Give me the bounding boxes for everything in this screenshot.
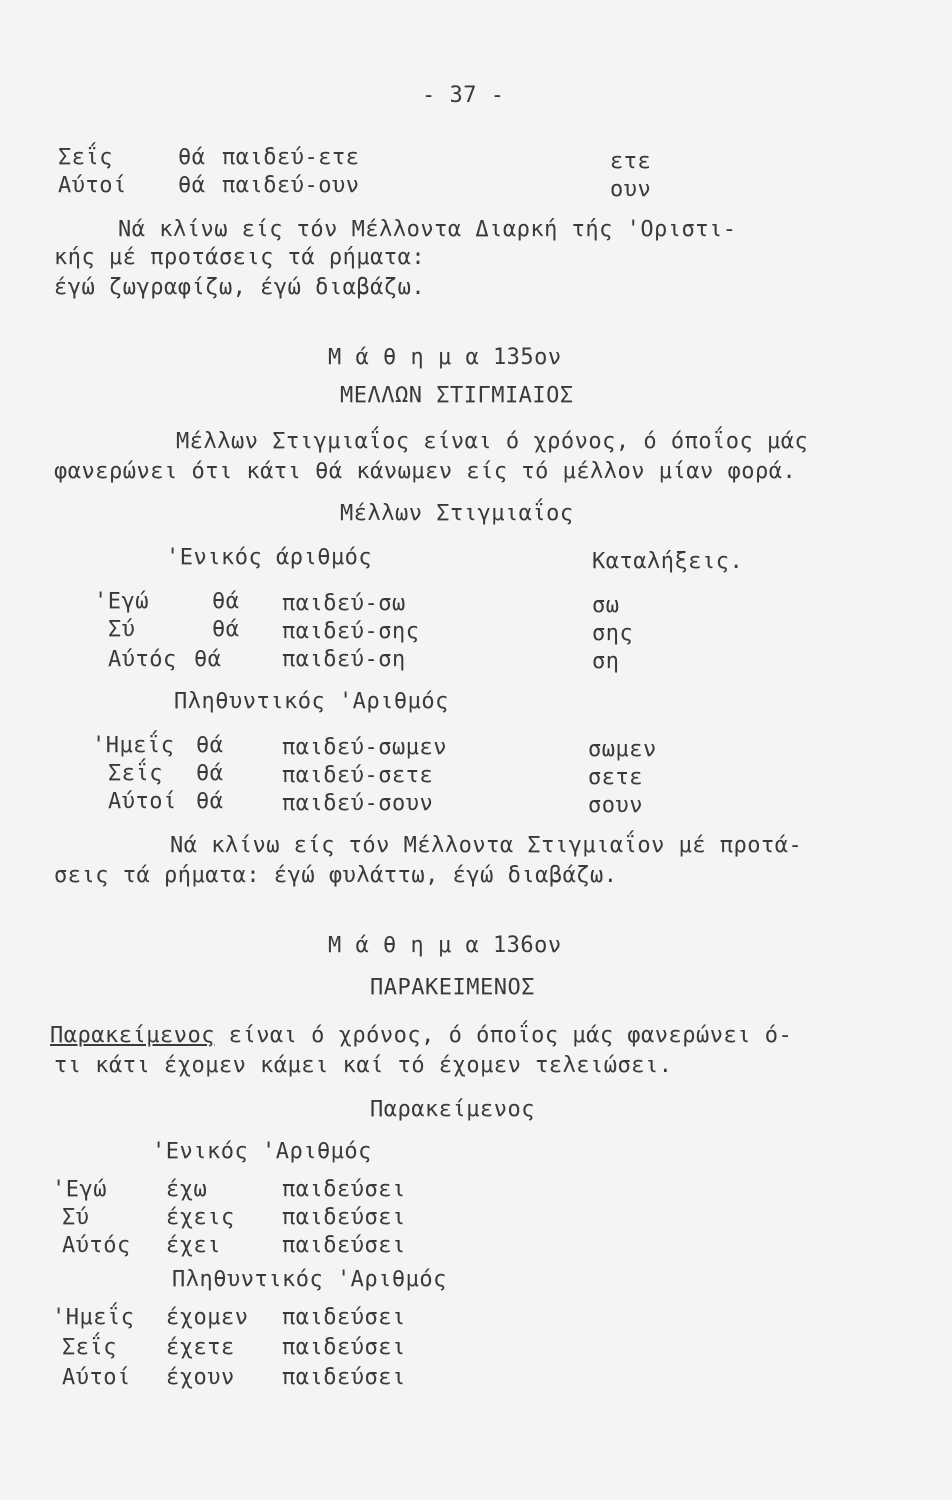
definition-text: είναι ό χρόνος, ό όποΐος μάς φανερώνει ό- <box>214 1023 793 1048</box>
verb-form: παιδεύ-σω <box>282 591 406 616</box>
pronoun: Αύτοί <box>58 173 127 198</box>
pronoun: Αύτοί <box>62 1365 131 1390</box>
singular-label: 'Ενικός 'Αριθμός <box>152 1139 372 1164</box>
lesson-heading: Μ ά θ η μ α 135ον <box>328 345 562 370</box>
lesson-title: ΠΑΡΑΚΕΙΜΕΝΟΣ <box>370 975 535 1000</box>
verb-form: παιδεύ-σουν <box>282 791 434 816</box>
ending: σης <box>592 621 634 646</box>
verb-form: παιδεύ-ουν <box>222 173 360 198</box>
verb-form: παιδεύσει <box>282 1233 406 1258</box>
ending: σετε <box>588 765 643 790</box>
ending: σω <box>592 593 620 618</box>
plural-label: Πληθυντικός 'Αριθμός <box>172 1267 447 1292</box>
auxiliary-verb: έχουν <box>166 1365 235 1390</box>
exercise-line: κής μέ προτάσεις τά ρήματα: <box>54 245 426 270</box>
page-number: - 37 - <box>422 83 505 108</box>
particle: θά <box>196 789 224 814</box>
pronoun: Αύτός <box>62 1233 131 1258</box>
pronoun: 'Εγώ <box>94 589 149 614</box>
verb-form: παιδεύ-ετε <box>222 145 360 170</box>
ending: σουν <box>588 793 643 818</box>
particle: θά <box>196 761 224 786</box>
exercise-line: έγώ ζωγραφίζω, έγώ διαβάζω. <box>54 275 426 300</box>
pronoun: Σύ <box>108 617 136 642</box>
verb-form: παιδεύσει <box>282 1335 406 1360</box>
definition-line <box>50 1022 792 1050</box>
pronoun: Σεΐς <box>108 761 163 786</box>
verb-form: παιδεύ-σης <box>282 619 420 644</box>
ending: ση <box>592 649 620 674</box>
auxiliary-verb: έχετε <box>166 1335 235 1360</box>
plural-label: Πληθυντικός 'Αριθμός <box>174 689 449 714</box>
lesson-title: ΜΕΛΛΩΝ ΣΤΙΓΜΙΑΙΟΣ <box>340 383 574 408</box>
verb-form: παιδεύσει <box>282 1177 406 1202</box>
particle: θά <box>212 589 240 614</box>
singular-label: 'Ενικός άριθμός <box>166 545 373 570</box>
verb-form: παιδεύσει <box>282 1305 406 1330</box>
pronoun: Σεΐς <box>62 1335 117 1360</box>
particle: θά <box>194 647 222 672</box>
definition-line: Μέλλων Στιγμιαΐος είναι ό χρόνος, ό όποΐος μάς <box>176 429 809 454</box>
exercise-line: σεις τά ρήματα: έγώ φυλάττω, έγώ διαβάζω. <box>54 863 618 888</box>
auxiliary-verb: έχεις <box>166 1205 235 1230</box>
pronoun: Αύτός <box>108 647 177 672</box>
table-title: Παρακείμενος <box>370 1097 535 1122</box>
definition-line: φανερώνει ότι κάτι θά κάνωμεν είς τό μέλλον μίαν φορά. <box>54 459 797 484</box>
verb-form: παιδεύ-ση <box>282 647 406 672</box>
endings-label: Καταλήξεις. <box>592 549 744 574</box>
verb-form: παιδεύσει <box>282 1205 406 1230</box>
particle: θά <box>178 145 206 170</box>
particle: θά <box>178 173 206 198</box>
ending: ετε <box>610 149 652 174</box>
auxiliary-verb: έχομεν <box>166 1305 249 1330</box>
exercise-line: Νά κλίνω είς τόν Μέλλοντα Διαρκή τής 'Οριστι- <box>118 217 737 242</box>
verb-form: παιδεύ-σετε <box>282 763 434 788</box>
definition-line: τι κάτι έχομεν κάμει καί τό έχομεν τελειώσει. <box>54 1053 673 1078</box>
pronoun: Σεΐς <box>58 145 113 170</box>
particle: θά <box>212 617 240 642</box>
pronoun: 'Ημεΐς <box>92 733 175 758</box>
lesson-heading: Μ ά θ η μ α 136ον <box>328 933 562 958</box>
table-title: Μέλλων Στιγμιαΐος <box>340 501 574 526</box>
ending: σωμεν <box>588 737 657 762</box>
auxiliary-verb: έχω <box>166 1177 208 1202</box>
pronoun: 'Εγώ <box>52 1177 107 1202</box>
defined-term: Παρακείμενος <box>50 1023 215 1048</box>
auxiliary-verb: έχει <box>166 1233 221 1258</box>
pronoun: 'Ημεΐς <box>52 1305 135 1330</box>
pronoun: Αύτοί <box>108 789 177 814</box>
particle: θά <box>196 733 224 758</box>
exercise-line: Νά κλίνω είς τόν Μέλλοντα Στιγμιαΐον μέ προτά- <box>170 833 803 858</box>
ending: ουν <box>610 177 652 202</box>
verb-form: παιδεύ-σωμεν <box>282 735 447 760</box>
pronoun: Σύ <box>62 1205 90 1230</box>
verb-form: παιδεύσει <box>282 1365 406 1390</box>
